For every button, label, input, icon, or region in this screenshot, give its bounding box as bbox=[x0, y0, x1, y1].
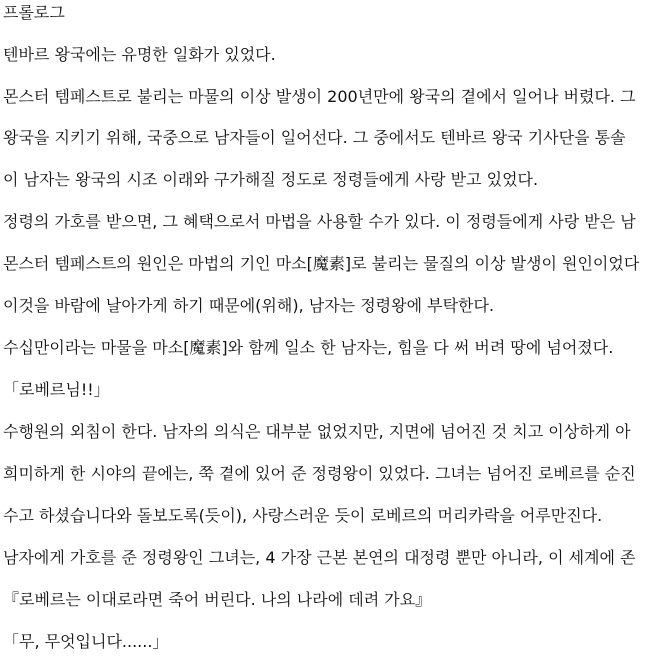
text-line: 텐바르 왕국에는 유명한 일화가 있었다. bbox=[3, 45, 276, 64]
text-line: 수행원의 외침이 한다. 남자의 의식은 대부분 없었지만, 지면에 넘어진 것 치고 이상하게 아 bbox=[3, 422, 631, 441]
chapter-heading: 프롤로그 bbox=[3, 3, 65, 22]
text-line: 정령의 가호를 받으면, 그 혜택으로서 마법을 사용할 수가 있다. 이 정령들에게 사랑 받은 남 bbox=[3, 212, 636, 231]
text-line: 이것을 바람에 날아가게 하기 때문에(위해), 남자는 정령왕에 부탁한다. bbox=[3, 296, 495, 315]
text-line: 몬스터 템페스트로 불리는 마물의 이상 발생이 200년만에 왕국의 곁에서 일어나 버렸다. 그 bbox=[3, 87, 636, 106]
text-line: 수고 하셨습니다와 돌보도록(듯이), 사랑스러운 듯이 로베르의 머리카락을 어루만진다. bbox=[3, 506, 603, 525]
text-line: 수십만이라는 마물을 마소[魔素]와 함께 일소 한 남자는, 힘을 다 써 버려 땅에 넘어졌다. bbox=[3, 338, 614, 357]
text-line: 이 남자는 왕국의 시조 이래와 구가해질 정도로 정령들에게 사랑 받고 있었다. bbox=[3, 170, 539, 189]
text-line: 남자에게 가호를 준 정령왕인 그녀는, 4 가장 근본 본연의 대정령 뿐만 아니라, 이 세계에 존 bbox=[3, 548, 636, 567]
dialogue-line: 「로베르님!!」 bbox=[3, 380, 110, 399]
text-line: 희미하게 한 시야의 끝에는, 쭉 곁에 있어 준 정령왕이 있었다. 그녀는 넘어진 로베르를 순진 bbox=[3, 464, 636, 483]
text-line: 왕국을 지키기 위해, 국중으로 남자들이 일어선다. 그 중에서도 텐바르 왕국 기사단을 통솔 bbox=[3, 128, 626, 147]
text-line: 몬스터 템페스트의 원인은 마법의 기인 마소[魔素]로 불리는 물질의 이상 발생이 원인이었다 bbox=[3, 254, 640, 273]
dialogue-line: 『로베르는 이대로라면 죽어 버린다. 나의 나라에 데려 가요』 bbox=[3, 590, 432, 609]
dialogue-line: 「무, 무엇입니다......」 bbox=[3, 632, 169, 651]
